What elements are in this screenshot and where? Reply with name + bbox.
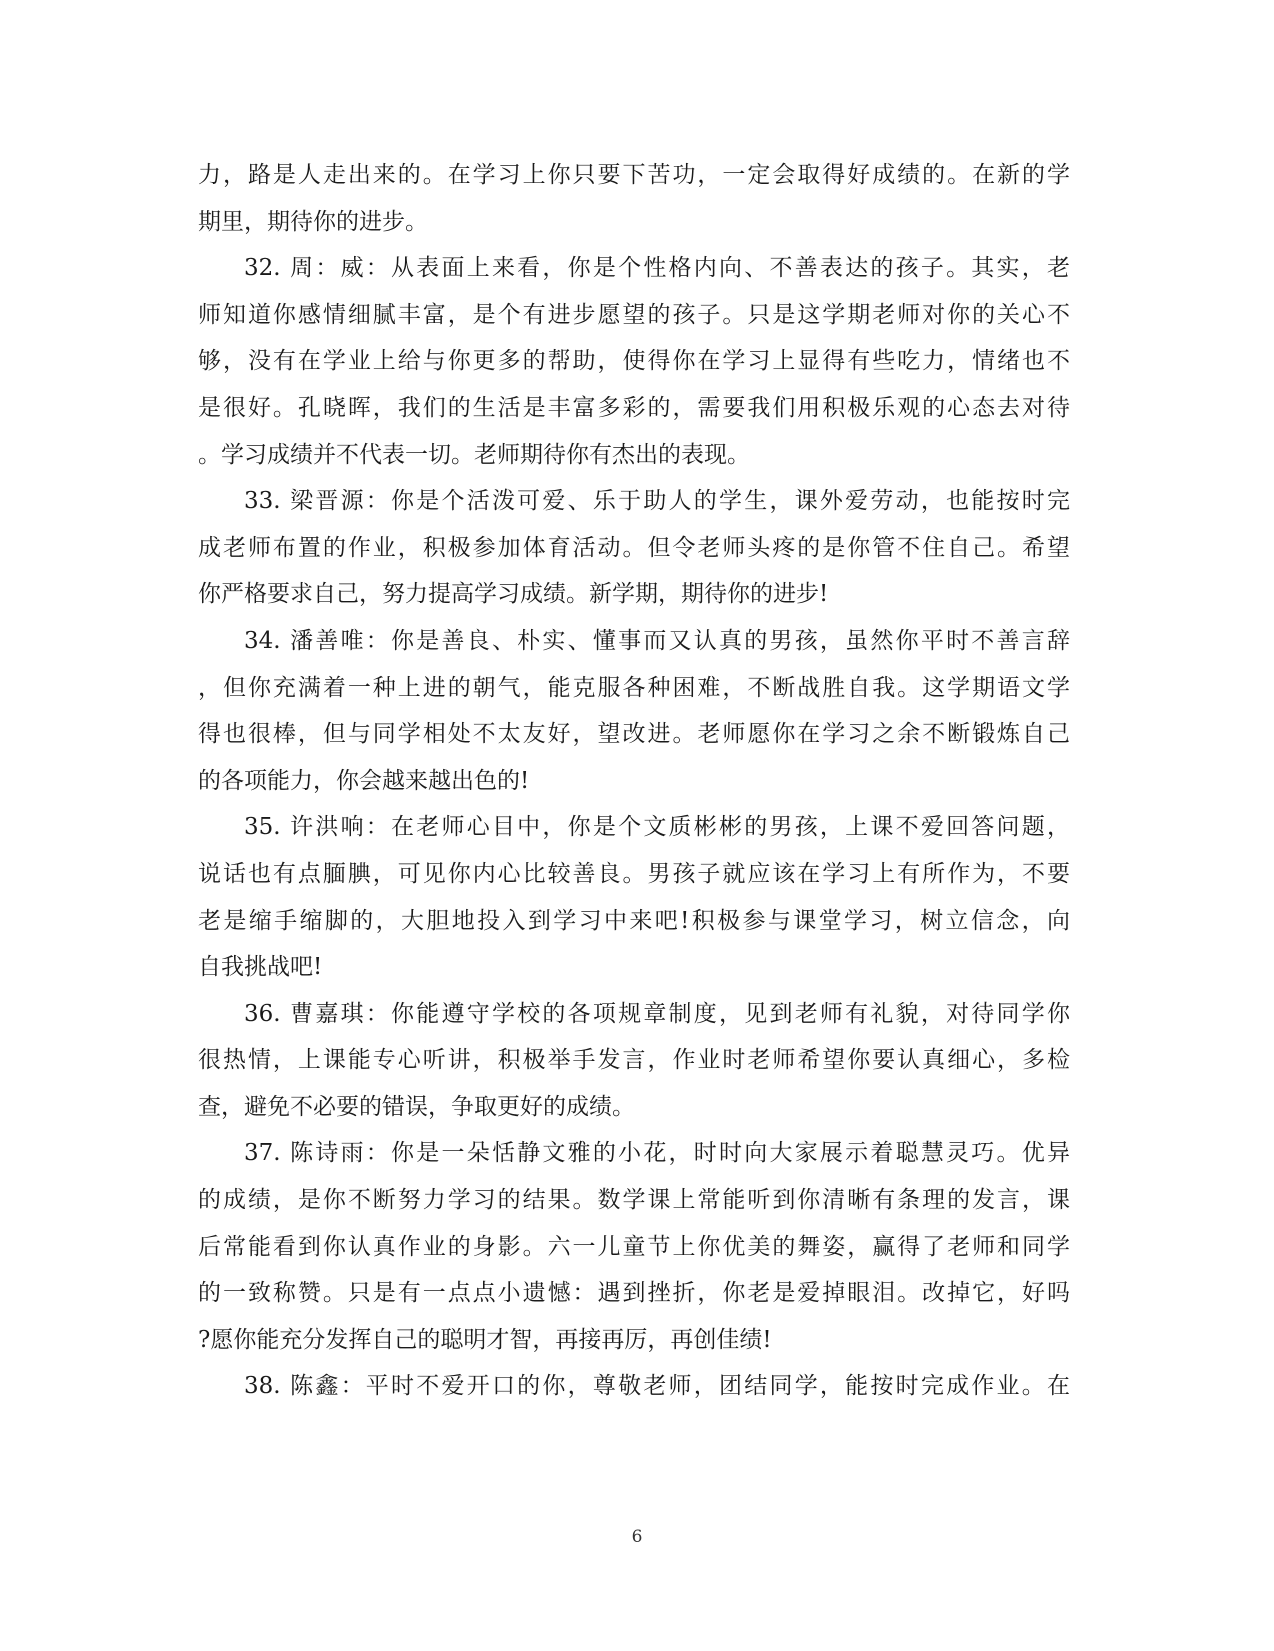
text-line: 32. 周：威：从表面上来看，你是个性格内向、不善表达的孩子。其实，老 (244, 255, 1070, 282)
text-line: 够，没有在学业上给与你更多的帮助，使得你在学习上显得有些吃力，情绪也不 (198, 348, 1070, 375)
text-line: 成老师布置的作业，积极参加体育活动。但令老师头疼的是你管不住自己。希望 (198, 534, 1070, 561)
text-line: ，但你充满着一种上进的朝气，能克服各种困难，不断战胜自我。这学期语文学 (198, 674, 1070, 701)
text-line: 是很好。孔晓晖，我们的生活是丰富多彩的，需要我们用积极乐观的心态去对待 (198, 394, 1070, 421)
text-line: 老是缩手缩脚的，大胆地投入到学习中来吧!积极参与课堂学习，树立信念，向 (198, 907, 1070, 934)
text-line: 35. 许洪响：在老师心目中，你是个文质彬彬的男孩，上课不爱回答问题， (244, 814, 1070, 841)
text-line: 34. 潘善唯：你是善良、朴实、懂事而又认真的男孩，虽然你平时不善言辞 (244, 627, 1070, 654)
text-line: 的成绩，是你不断努力学习的结果。数学课上常能听到你清晰有条理的发言，课 (198, 1187, 1070, 1214)
text-line: 你严格要求自己，努力提高学习成绩。新学期，期待你的进步! (198, 581, 829, 608)
text-line: 。学习成绩并不代表一切。老师期待你有杰出的表现。 (198, 441, 750, 468)
text-line: 38. 陈鑫：平时不爱开口的你，尊敬老师，团结同学，能按时完成作业。在 (244, 1373, 1070, 1400)
text-line: 自我挑战吧! (198, 954, 323, 981)
text-line: 33. 梁晋源：你是个活泼可爱、乐于助人的学生，课外爱劳动，也能按时完 (244, 488, 1070, 515)
text-line: ?愿你能充分发挥自己的聪明才智，再接再厉，再创佳绩! (198, 1326, 772, 1353)
text-line: 查，避免不必要的错误，争取更好的成绩。 (198, 1093, 635, 1120)
text-line: 很热情，上课能专心听讲，积极举手发言，作业时老师希望你要认真细心，多检 (198, 1047, 1070, 1074)
body-text (198, 152, 1070, 1410)
text-line: 36. 曹嘉琪：你能遵守学校的各项规章制度，见到老师有礼貌，对待同学你 (244, 1000, 1070, 1027)
text-line: 说话也有点腼腆，可见你内心比较善良。男孩子就应该在学习上有所作为，不要 (198, 860, 1070, 887)
text-line: 的各项能力，你会越来越出色的! (198, 767, 530, 794)
text-line: 37. 陈诗雨：你是一朵恬静文雅的小花，时时向大家展示着聪慧灵巧。优异 (244, 1140, 1070, 1167)
text-line: 得也很棒，但与同学相处不太友好，望改进。老师愿你在学习之余不断锻炼自己 (198, 721, 1070, 748)
text-line: 期里，期待你的进步。 (198, 208, 428, 235)
text-line: 师知道你感情细腻丰富，是个有进步愿望的孩子。只是这学期老师对你的关心不 (198, 301, 1070, 328)
page-number: 6 (631, 1527, 643, 1547)
text-line: 力，路是人走出来的。在学习上你只要下苦功，一定会取得好成绩的。在新的学 (198, 162, 1070, 188)
text-line: 后常能看到你认真作业的身影。六一儿童节上你优美的舞姿，赢得了老师和同学 (198, 1233, 1070, 1260)
text-line: 的一致称赞。只是有一点点小遗憾：遇到挫折，你老是爱掉眼泪。改掉它，好吗 (198, 1280, 1070, 1307)
